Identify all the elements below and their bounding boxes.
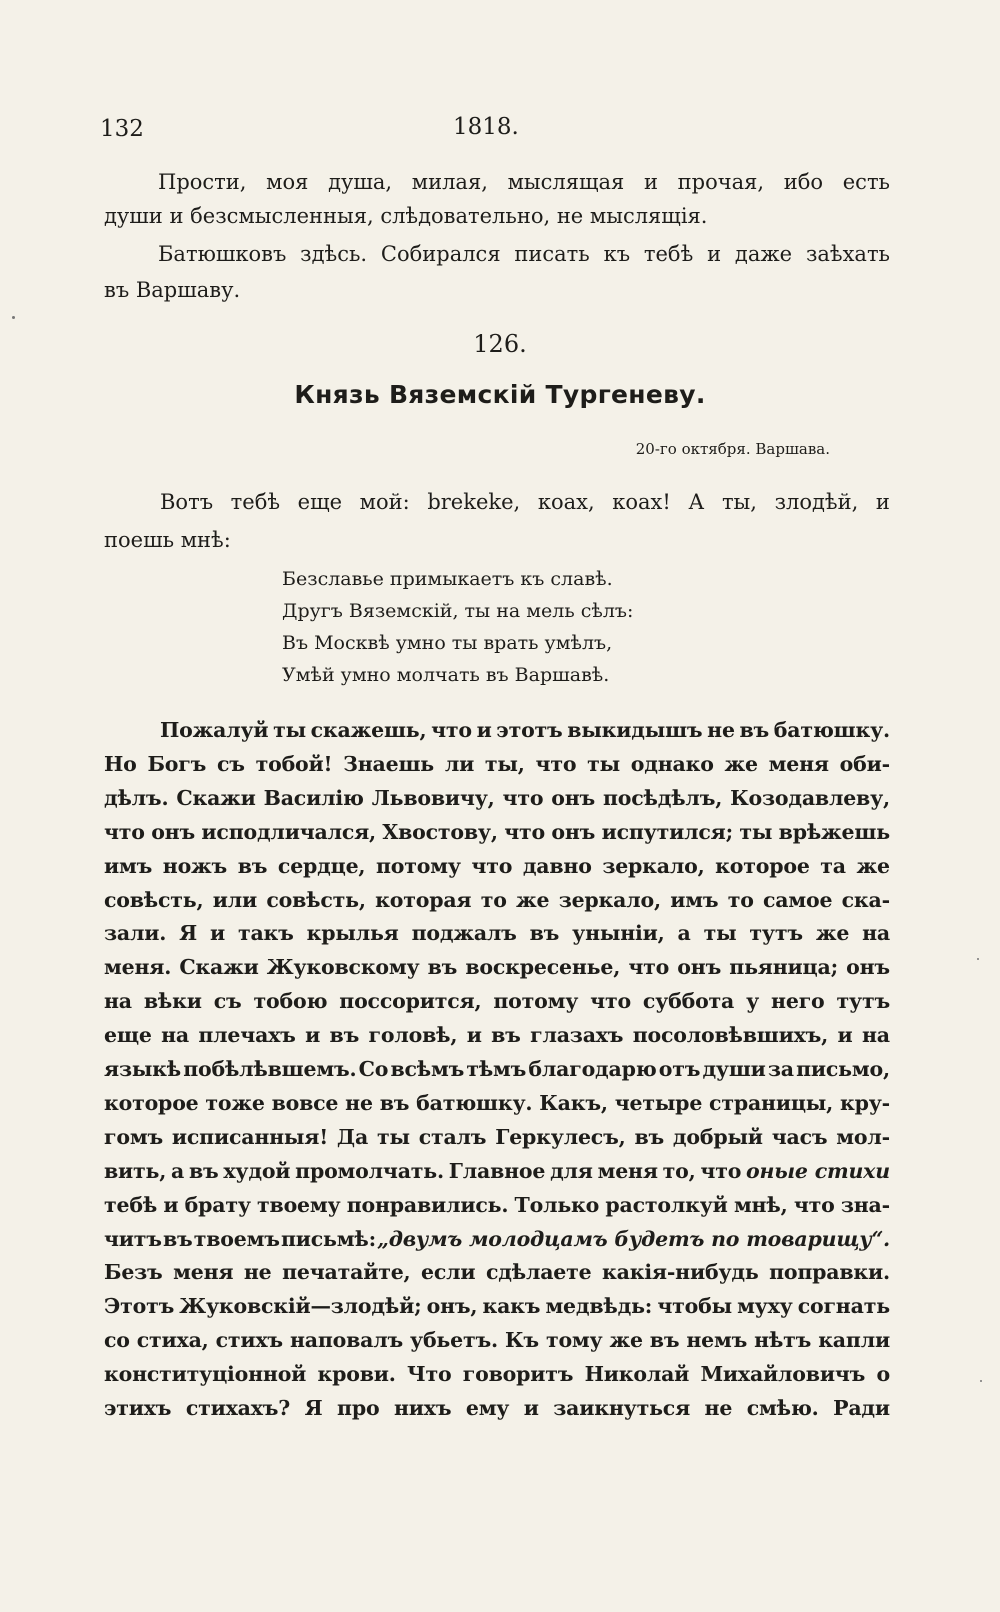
word: что xyxy=(590,989,631,1013)
paragraph-4-line-12 xyxy=(104,1091,890,1115)
word: въ xyxy=(634,1125,665,1149)
word: или xyxy=(212,888,258,912)
word: исписанныя! xyxy=(171,1125,329,1149)
word: медвѣдь: xyxy=(545,1294,653,1318)
word: Скажи xyxy=(176,786,256,810)
word: врѣжешь xyxy=(778,820,890,844)
word: твоему xyxy=(257,1193,341,1217)
word: языкѣ xyxy=(104,1057,181,1081)
word: благодарю xyxy=(528,1057,657,1081)
word: на xyxy=(861,1023,890,1047)
word: и xyxy=(476,718,492,742)
word: не xyxy=(243,1260,272,1284)
word: Василію xyxy=(263,786,364,810)
word: тоже xyxy=(205,1091,265,1115)
word: здѣсь. xyxy=(300,242,368,266)
paragraph-4-line-20 xyxy=(104,1362,890,1386)
word: меня xyxy=(597,1159,658,1183)
paragraph-4-line-17 xyxy=(104,1260,890,1284)
word: поправки. xyxy=(769,1260,890,1284)
word: Прости, xyxy=(158,170,247,194)
word: тобой! xyxy=(255,752,333,776)
word: же xyxy=(856,854,890,878)
word: что xyxy=(471,854,513,878)
paragraph-4-line-1 xyxy=(160,718,890,742)
word: Львовичу, xyxy=(371,786,495,810)
paragraph-4-line-13 xyxy=(104,1125,890,1149)
word: „двумъ молодцамъ будетъ по товарищу“. xyxy=(377,1227,890,1251)
paragraph-4-line-14 xyxy=(104,1159,890,1183)
word: вовсе xyxy=(271,1091,339,1115)
word: часъ xyxy=(771,1125,828,1149)
word: кру- xyxy=(839,1091,890,1115)
word: Главное xyxy=(448,1159,546,1183)
word: что xyxy=(628,955,670,979)
word: добрый xyxy=(672,1125,763,1149)
word: головѣ, xyxy=(368,1023,458,1047)
word: ты xyxy=(376,1125,410,1149)
word: мой: xyxy=(359,490,410,514)
word: то xyxy=(727,888,754,912)
word: Жуковскій—злодѣй; xyxy=(179,1294,422,1318)
paragraph-4-line-21 xyxy=(104,1396,890,1420)
word: брату xyxy=(184,1193,251,1217)
word: Собирался xyxy=(380,242,501,266)
word: Батюшковъ xyxy=(158,242,287,266)
word: въ xyxy=(427,955,458,979)
word: въ xyxy=(739,718,770,742)
word: что xyxy=(793,1193,835,1217)
word: Только xyxy=(514,1193,600,1217)
word: тебѣ xyxy=(643,242,694,266)
word: зеркало, xyxy=(602,854,705,878)
word: которая xyxy=(375,888,472,912)
word: сталъ xyxy=(418,1125,487,1149)
word: растолкуй xyxy=(605,1193,728,1217)
paragraph-3-line-1 xyxy=(160,492,890,513)
word: а xyxy=(677,921,691,945)
word: поджалъ xyxy=(411,921,517,945)
word: и xyxy=(466,1023,482,1047)
word: крови. xyxy=(317,1362,396,1386)
word: вѣки xyxy=(143,989,202,1013)
word: ты xyxy=(587,752,620,776)
word: самое xyxy=(763,888,833,912)
word: съ xyxy=(216,752,245,776)
word: уныніи, xyxy=(572,921,665,945)
letter-number: 126. xyxy=(473,330,527,358)
word: мол- xyxy=(836,1125,890,1149)
word: Ради xyxy=(833,1396,890,1420)
word: говоритъ xyxy=(462,1362,574,1386)
word: въ xyxy=(163,1227,193,1251)
word: въ xyxy=(529,921,560,945)
paper-speck xyxy=(980,1380,982,1382)
word: что xyxy=(431,718,472,742)
word: батюшку. xyxy=(416,1091,533,1115)
paragraph-4-line-16 xyxy=(104,1227,890,1251)
paragraph-4-line-5 xyxy=(104,854,890,878)
word: Михайловичъ xyxy=(700,1362,866,1386)
word: Этотъ xyxy=(104,1294,175,1318)
word: тебѣ xyxy=(104,1193,158,1217)
verse-line-4: Умѣй умно молчать въ Варшавѣ. xyxy=(282,664,610,686)
word: капли xyxy=(818,1328,890,1352)
word: въ xyxy=(649,1328,680,1352)
word: на xyxy=(862,921,890,945)
word: читъ xyxy=(104,1227,162,1251)
word: прочая, xyxy=(677,170,765,194)
word: ножъ xyxy=(162,854,228,878)
verse-line-3: Въ Москвѣ умно ты врать умѣлъ, xyxy=(282,632,613,654)
word: немъ xyxy=(686,1328,748,1352)
word: у xyxy=(746,989,760,1013)
word: побѣлѣвшемъ. xyxy=(183,1057,357,1081)
word: крылья xyxy=(306,921,399,945)
word: Козодавлеву, xyxy=(730,786,890,810)
word: милая, xyxy=(411,170,488,194)
word: коах, xyxy=(537,490,595,514)
letter-title: Князь Вяземскій Тургеневу. xyxy=(294,380,706,409)
paragraph-4-line-18 xyxy=(104,1294,890,1318)
paragraph-2-line-1 xyxy=(158,244,890,265)
word: же xyxy=(724,752,758,776)
word: что xyxy=(502,786,544,810)
word: пьяница; xyxy=(729,955,838,979)
word: онъ xyxy=(846,955,890,979)
word: согнать xyxy=(797,1294,890,1318)
word: за xyxy=(767,1057,794,1081)
page-number: 132 xyxy=(100,116,144,142)
word: онъ xyxy=(551,786,596,810)
word: то xyxy=(480,888,507,912)
word: суббота xyxy=(642,989,735,1013)
word: есть xyxy=(842,170,890,194)
word: Знаешь xyxy=(343,752,435,776)
verse-line-1: Безславье примыкаетъ къ славѣ. xyxy=(282,568,613,590)
word: сердце, xyxy=(277,854,366,878)
word: онъ xyxy=(677,955,722,979)
word: такъ xyxy=(237,921,294,945)
word: посѣдѣлъ, xyxy=(602,786,723,810)
word: въ xyxy=(188,1159,219,1183)
word: какъ xyxy=(482,1294,541,1318)
word: дѣлъ. xyxy=(104,786,169,810)
word: что xyxy=(535,752,577,776)
word: души xyxy=(702,1057,766,1081)
word: зна- xyxy=(840,1193,890,1217)
word: меня xyxy=(173,1260,234,1284)
word: Что xyxy=(406,1362,452,1386)
word: нихъ xyxy=(393,1396,452,1420)
word: конституціонной xyxy=(104,1362,307,1386)
paper-speck xyxy=(977,958,979,960)
word: злодѣй, xyxy=(774,490,859,514)
word: коах! xyxy=(612,490,671,514)
word: даже xyxy=(734,242,793,266)
word: совѣсть, xyxy=(104,888,204,912)
word: Со xyxy=(358,1057,389,1081)
word: про xyxy=(337,1396,380,1420)
paragraph-4-line-6 xyxy=(104,888,890,912)
word: промолчать. xyxy=(295,1159,444,1183)
word: тобою xyxy=(253,989,328,1013)
word: Николай xyxy=(584,1362,690,1386)
word: въ xyxy=(491,1023,521,1047)
paragraph-4-line-2 xyxy=(104,752,890,776)
word: ты xyxy=(703,921,737,945)
word: отъ xyxy=(658,1057,701,1081)
word: воскресенье, xyxy=(465,955,621,979)
word: и xyxy=(163,1193,179,1217)
word: стихъ xyxy=(215,1328,283,1352)
word: тому xyxy=(545,1328,603,1352)
paragraph-4-line-11 xyxy=(104,1057,890,1081)
word: и xyxy=(305,1023,321,1047)
word: этотъ xyxy=(496,718,563,742)
word: съ xyxy=(213,989,242,1013)
word: совѣсть, xyxy=(266,888,366,912)
word: плечахъ xyxy=(198,1023,296,1047)
word: ли xyxy=(444,752,475,776)
word: если xyxy=(421,1260,476,1284)
paragraph-4-line-7 xyxy=(104,921,890,945)
word: письмо, xyxy=(796,1057,890,1081)
word: тутъ xyxy=(749,921,803,945)
word: оби- xyxy=(839,752,890,776)
word: Скажи xyxy=(179,955,259,979)
word: тутъ xyxy=(836,989,890,1013)
word: ты, xyxy=(721,490,757,514)
word: о xyxy=(876,1362,890,1386)
word: которое xyxy=(104,1091,199,1115)
word: и xyxy=(209,921,225,945)
word: страницы, xyxy=(709,1091,834,1115)
word: худой xyxy=(223,1159,291,1183)
paragraph-4-line-19 xyxy=(104,1328,890,1352)
word: что xyxy=(700,1159,742,1183)
word: Геркулесъ, xyxy=(495,1125,626,1149)
word: же xyxy=(609,1328,643,1352)
word: и xyxy=(707,242,722,266)
word: смѣю. xyxy=(746,1396,819,1420)
paragraph-1-line-1 xyxy=(158,172,890,193)
word: Да xyxy=(336,1125,369,1149)
word: и xyxy=(643,170,658,194)
word: мыслящая xyxy=(507,170,625,194)
word: него xyxy=(771,989,825,1013)
word: муху xyxy=(737,1294,793,1318)
word: не xyxy=(707,718,735,742)
word: въ xyxy=(237,854,268,878)
dateline: 20-го октября. Варшава. xyxy=(635,440,830,458)
word: понравились. xyxy=(346,1193,509,1217)
word: Богъ xyxy=(147,752,207,776)
word: же xyxy=(516,888,550,912)
running-header-year: 1818. xyxy=(453,114,519,140)
word: давно xyxy=(522,854,592,878)
word: еще xyxy=(104,1023,152,1047)
word: оные стихи xyxy=(746,1159,890,1183)
word: душа, xyxy=(328,170,393,194)
word: сдѣлаете xyxy=(485,1260,592,1284)
word: гомъ xyxy=(104,1125,163,1149)
word: стиха, xyxy=(136,1328,209,1352)
word: убьетъ. xyxy=(410,1328,498,1352)
word: однако xyxy=(630,752,714,776)
word: стихахъ? xyxy=(185,1396,291,1420)
word: потому xyxy=(375,854,461,878)
word: заѣхать xyxy=(805,242,890,266)
word: и xyxy=(875,490,890,514)
word: не xyxy=(704,1396,733,1420)
word: посоловѣвшихъ, xyxy=(632,1023,829,1047)
word: на xyxy=(161,1023,189,1047)
word: ему xyxy=(465,1396,510,1420)
word: зеркало, xyxy=(558,888,661,912)
word: испутился; xyxy=(601,820,733,844)
paragraph-4-line-3 xyxy=(104,786,890,810)
word: нѣтъ xyxy=(754,1328,812,1352)
word: Къ xyxy=(504,1328,539,1352)
word: глазахъ xyxy=(530,1023,624,1047)
word: заикнуться xyxy=(553,1396,691,1420)
word: къ xyxy=(603,242,631,266)
word: и xyxy=(523,1396,539,1420)
word: Какъ, xyxy=(539,1091,608,1115)
word: онъ xyxy=(151,820,195,844)
word: въ xyxy=(379,1091,410,1115)
word: на xyxy=(104,989,132,1013)
word: еще xyxy=(297,490,343,514)
paragraph-4-line-8 xyxy=(104,955,890,979)
word: тебѣ xyxy=(230,490,281,514)
word: четыре xyxy=(614,1091,703,1115)
word: онъ xyxy=(551,820,596,844)
paragraph-1-line-2: души и безсмысленныя, слѣдовательно, не мыслящія. xyxy=(104,204,708,228)
word: меня. xyxy=(104,955,172,979)
word: зали. xyxy=(104,921,167,945)
word: Вотъ xyxy=(160,490,214,514)
word: Я xyxy=(179,921,198,945)
word: для xyxy=(550,1159,593,1183)
word: въ xyxy=(329,1023,360,1047)
word: вить, xyxy=(104,1159,167,1183)
word: которое xyxy=(715,854,810,878)
word: потому xyxy=(493,989,579,1013)
word: та xyxy=(820,854,846,878)
paragraph-4-line-10 xyxy=(104,1023,890,1047)
word: Хвостову, xyxy=(382,820,498,844)
word: исподличался, xyxy=(201,820,376,844)
word: мнѣ, xyxy=(733,1193,788,1217)
word: моя xyxy=(266,170,309,194)
word: наповалъ xyxy=(289,1328,404,1352)
word: ты xyxy=(273,718,306,742)
word: скажешь, xyxy=(310,718,427,742)
word: ибо xyxy=(783,170,824,194)
word: Жуковскому xyxy=(266,955,420,979)
word: этихъ xyxy=(104,1396,172,1420)
word: имъ xyxy=(670,888,719,912)
word: печатайте, xyxy=(282,1260,411,1284)
paragraph-3-line-2: поешь мнѣ: xyxy=(104,528,231,552)
word: меня xyxy=(768,752,829,776)
paragraph-4-line-9 xyxy=(104,989,890,1013)
word: Но xyxy=(104,752,137,776)
word: brekeke, xyxy=(427,490,521,514)
word: батюшку. xyxy=(773,718,890,742)
paragraph-4-line-15 xyxy=(104,1193,890,1217)
word: то, xyxy=(662,1159,696,1183)
word: ты xyxy=(739,820,773,844)
word: твоемъ xyxy=(193,1227,280,1251)
word: какія-нибудь xyxy=(602,1260,759,1284)
word: и xyxy=(837,1023,853,1047)
word: выкидышъ xyxy=(567,718,703,742)
word: поссорится, xyxy=(339,989,482,1013)
word: ска- xyxy=(841,888,890,912)
word: тѣмъ xyxy=(466,1057,527,1081)
word: А xyxy=(688,490,705,514)
word: Пожалуй xyxy=(160,718,269,742)
word: Я xyxy=(304,1396,323,1420)
word: писать xyxy=(514,242,590,266)
word: же xyxy=(815,921,850,945)
word: а xyxy=(171,1159,185,1183)
word: со xyxy=(104,1328,130,1352)
word: ты, xyxy=(484,752,525,776)
paper-speck xyxy=(12,316,15,319)
word: что xyxy=(504,820,545,844)
paragraph-4-line-4 xyxy=(104,820,890,844)
word: что xyxy=(104,820,145,844)
word: онъ, xyxy=(426,1294,478,1318)
word: всѣмъ xyxy=(390,1057,465,1081)
word: Безъ xyxy=(104,1260,163,1284)
paragraph-2-line-2: въ Варшаву. xyxy=(104,278,241,302)
word: не xyxy=(345,1091,373,1115)
word: письмѣ: xyxy=(280,1227,376,1251)
word: чтобы xyxy=(657,1294,732,1318)
verse-line-2: Другъ Вяземскій, ты на мель сѣлъ: xyxy=(282,600,634,622)
word: имъ xyxy=(104,854,153,878)
